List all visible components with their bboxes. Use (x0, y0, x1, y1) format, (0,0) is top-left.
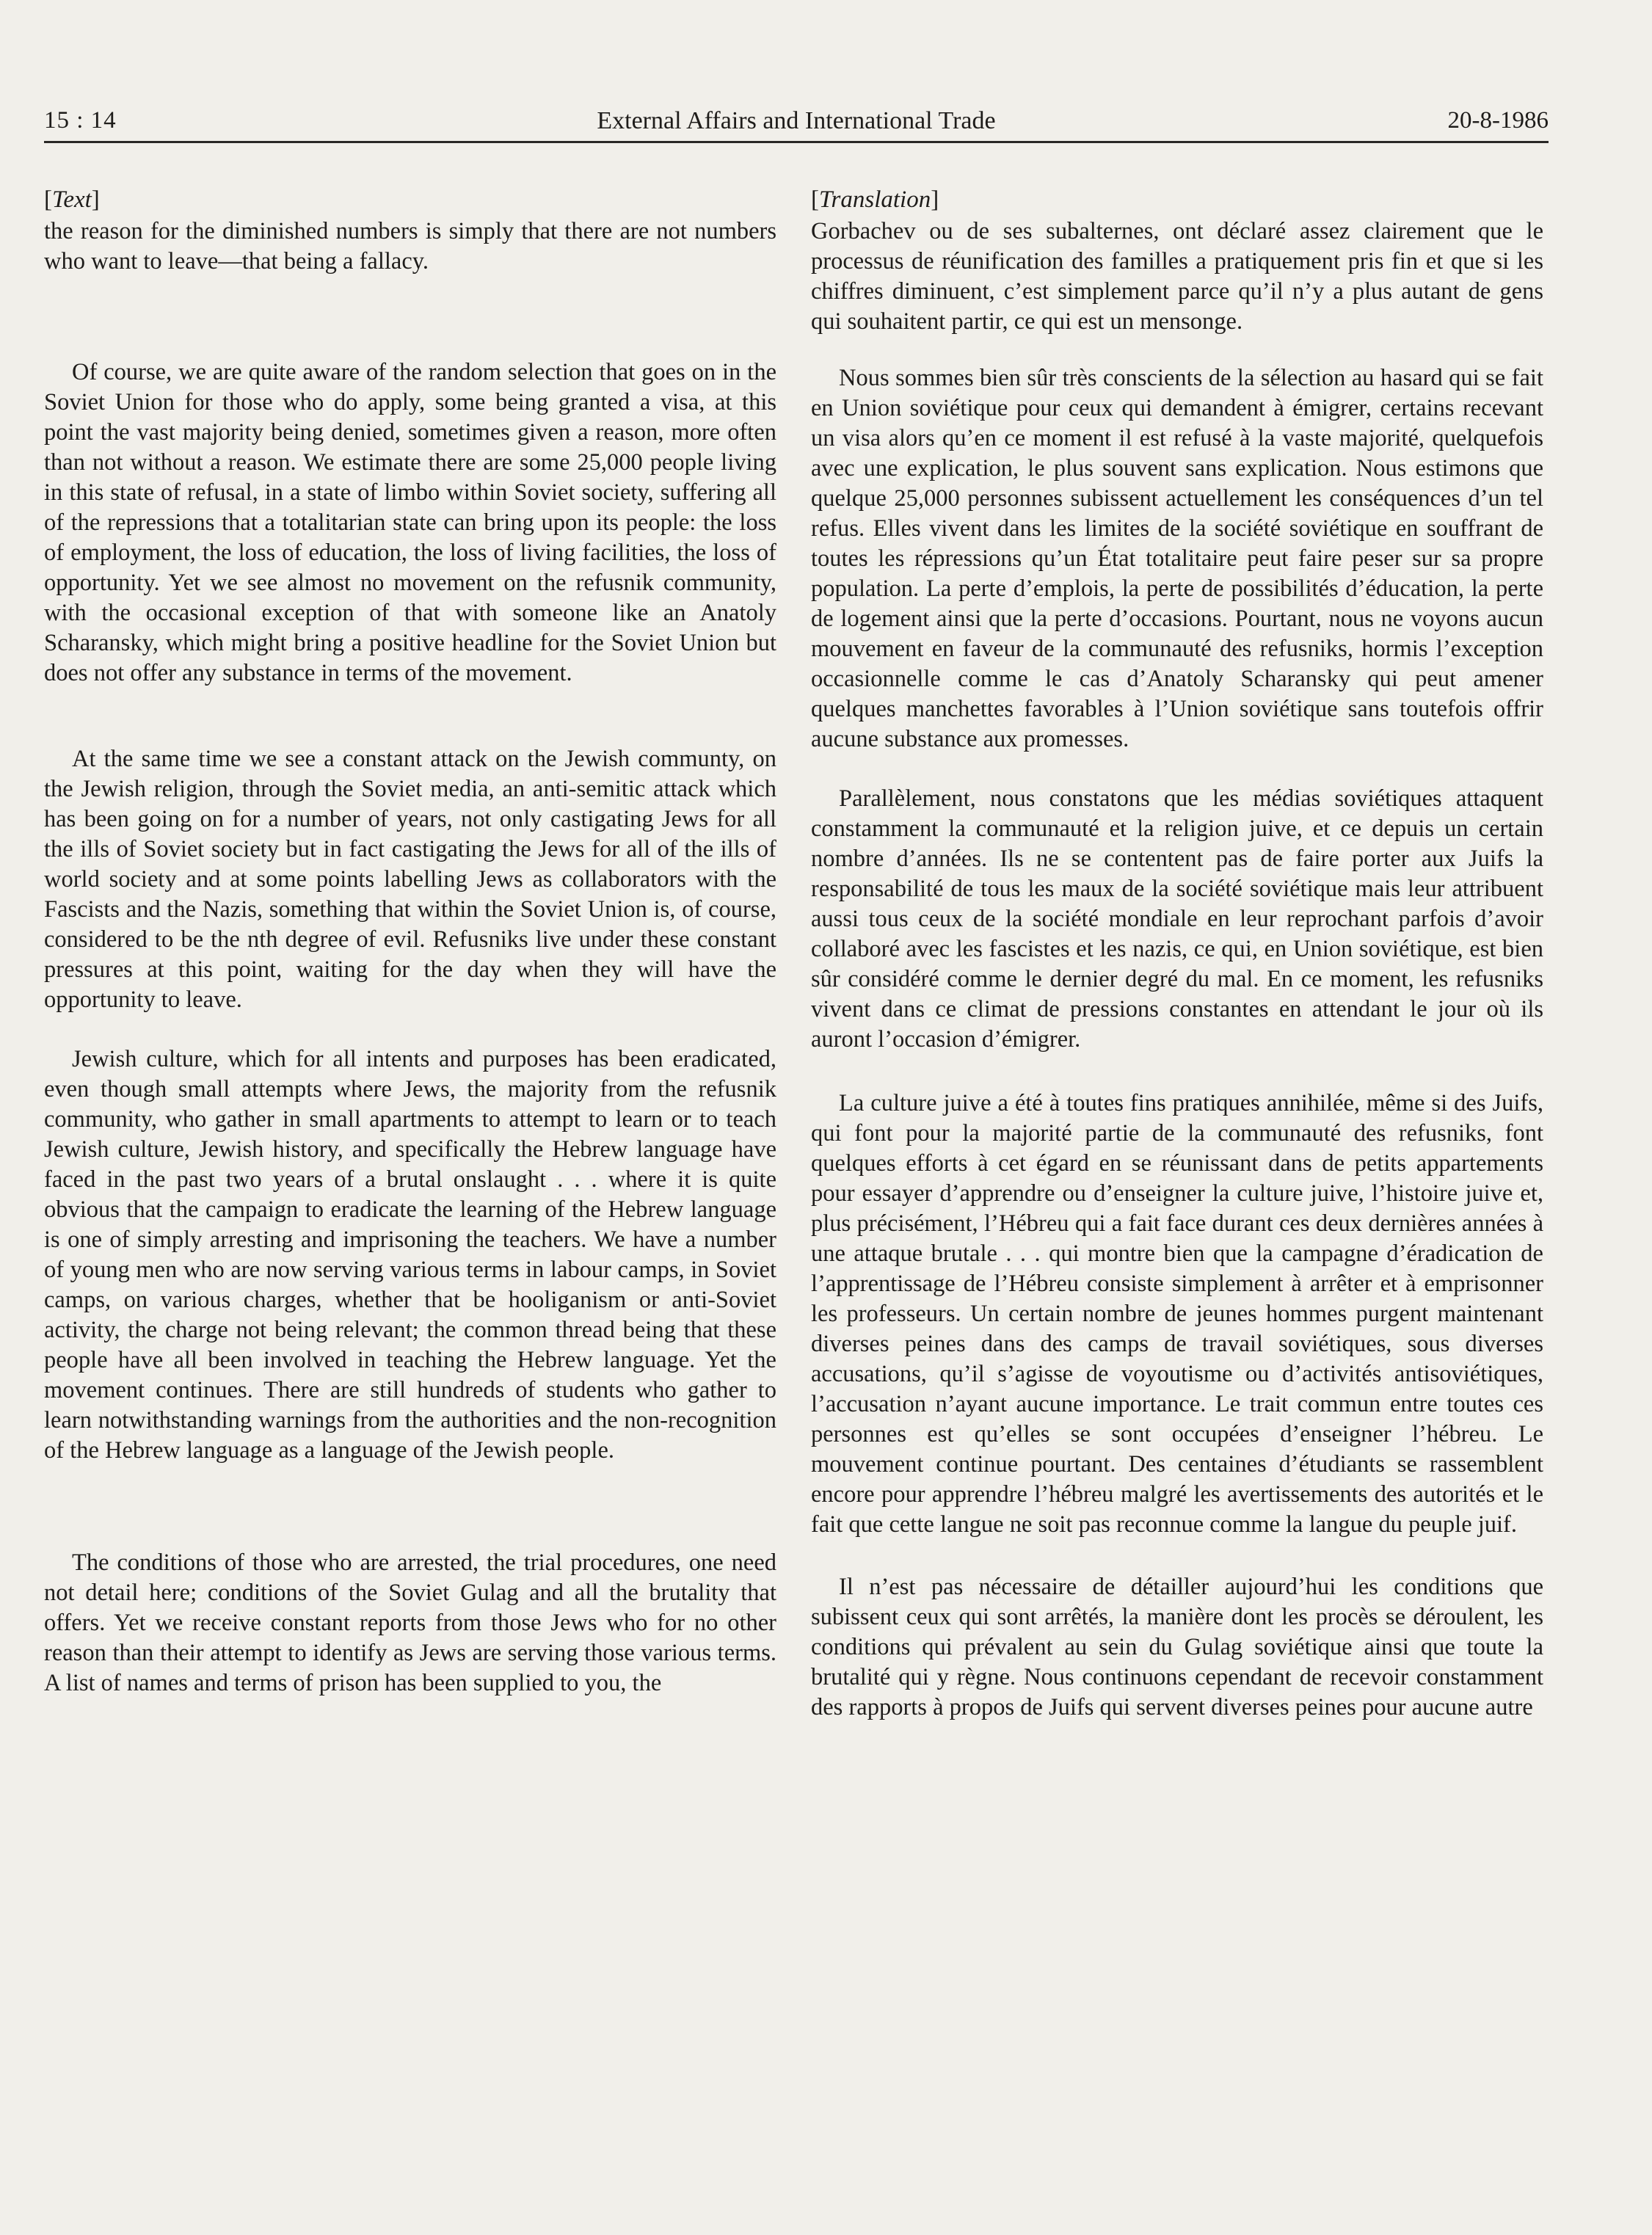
column-label-translation: [Translation] (811, 186, 939, 213)
french-column (811, 185, 1543, 1751)
column-label-text: [Text] (44, 186, 100, 213)
label-text: Text (52, 186, 92, 213)
paragraph: The conditions of those who are arrested, the trial procedures, one need not detail here; conditions of the Soviet Gulag and all the brutality that offers. Yet we receive constant reports from those Jews who for no other reason than their attempt to identify as Jews are serving those various terms. A list of names and terms of prison has been supplied to you, the (44, 1549, 776, 1696)
page-header (44, 103, 1549, 143)
running-title: External Affairs and International Trade (597, 107, 996, 134)
meeting-date: 20-8-1986 (1447, 107, 1549, 134)
paragraph: Nous sommes bien sûr très conscients de la sélection au hasard qui se fait en Union soviétique pour ceux qui demandent à émigrer, certains recevant un visa alors qu’en ce moment il est refusé à la vaste majorité, quelquefois avec une explication, le plus souvent sans explication. Nous estimons que quelque 25,000 personnes subissent actuellement les conséquences d’un tel refus. Elles vivent dans les limites de la société soviétique en souffrant de toutes les répressions qu’un État totalitaire peut faire peser sur sa propre population. La perte d’emplois, la perte de possibilités d’éducation, la perte de logement ainsi que la perte d’occasions. Pourtant, nous ne voyons aucun mouvement en faveur de la communauté des refusniks, hormis l’exception occasionnelle comme le cas d’Anatoly Scharansky qui peut amener quelques manchettes favorables à l’Union soviétique sans toutefois offrir aucune substance aux promesses. (811, 365, 1543, 752)
paragraph: At the same time we see a constant attack on the Jewish communty, on the Jewish religion, through the Soviet media, an anti-semitic attack which has been going on for a number of years, not only castigating Jews for all the ills of Soviet society but in fact castigating the Jews for all of the ills of world society and at some points labelling Jews as collaborators with the Fascists and the Nazis, something that within the Soviet Union is, of course, considered to be the nth degree of evil. Refusniks live under these constant pressures at this point, waiting for the day when they will have the opportunity to leave. (44, 746, 776, 1013)
paragraph: Jewish culture, which for all intents and purposes has been eradicated, even though small attempts where Jews, the majority from the refusnik community, who gather in small apartments to attempt to learn or to teach Jewish culture, Jewish history, and specifically the Hebrew language have faced in the past two years of a brutal onslaught . . . where it is quite obvious that the campaign to eradicate the learning of the Hebrew language is one of simply arresting and imprisoning the teachers. We have a number of young men who are now serving various terms in labour camps, in Soviet camps, on various charges, whether that be hooliganism or anti-Soviet activity, the charge not being relevant; the common thread being that these people have all been involved in teaching the Hebrew language. Yet the movement continues. There are still hundreds of students who gather to learn notwithstanding warnings from the authorities and the non-recognition of the Hebrew language as a language of the Jewish people. (44, 1046, 776, 1464)
paragraph: the reason for the diminished numbers is simply that there are not numbers who want to leave—that being a fallacy. (44, 218, 776, 275)
page-number: 15 : 14 (44, 107, 117, 134)
paragraph: Il n’est pas nécessaire de détailler aujourd’hui les conditions que subissent ceux qui sont arrêtés, la manière dont les procès se déroulent, les conditions qui prévalent au sein du Gulag soviétique ainsi que toute la brutalité qui y règne. Nous continuons cependant de recevoir constamment des rapports à propos de Juifs qui servent diverses peines pour aucune autre (811, 1574, 1543, 1720)
label-translation: Translation (819, 186, 931, 213)
english-column (44, 185, 776, 1729)
paragraph: La culture juive a été à toutes fins pratiques annihilée, même si des Juifs, qui font pour la majorité partie de la communauté des refusniks, font quelques efforts à cet égard en se réunissant dans de petits appartements pour essayer d’apprendre ou d’enseigner la culture juive, l’histoire juive et, plus précisément, l’Hébreu qui a fait face durant ces deux dernières années à une attaque brutale . . . qui montre bien que la campagne d’éradication de l’apprentissage de l’Hébreu consiste simplement à arrêter et à emprisonner les professeurs. Un certain nombre de jeunes hommes purgent maintenant diverses peines dans des camps de travail soviétiques, sous diverses accusations, qu’il s’agisse de voyoutisme ou d’activités antisoviétiques, l’accusation n’ayant aucune importance. Le trait commun entre toutes ces personnes est qu’elles se sont occupées d’enseigner l’hébreu. Le mouvement continue pourtant. Des centaines d’étudiants se rassemblent encore pour apprendre l’hébreu malgré les avertissements des autorités et le fait que cette langue ne soit pas reconnue comme la langue du peuple juif. (811, 1090, 1543, 1538)
paragraph: Gorbachev ou de ses subalternes, ont déclaré assez clairement que le processus de réunification des familles a pratiquement pris fin et que si les chiffres diminuent, c’est simplement parce qu’il n’y a plus autant de gens qui souhaitent partir, ce qui est un mensonge. (811, 218, 1543, 335)
paragraph: Of course, we are quite aware of the random selection that goes on in the Soviet Union for those who do apply, some being granted a visa, at this point the vast majority being denied, sometimes given a reason, more often than not without a reason. We estimate there are some 25,000 people living in this state of refusal, in a state of limbo within Soviet society, suffering all of the repressions that a totalitarian state can bring upon its people: the loss of employment, the loss of education, the loss of living facilities, the loss of opportunity. Yet we see almost no movement on the refusnik community, with the occasional exception of that with someone like an Anatoly Scharansky, which might bring a positive headline for the Soviet Union but does not offer any substance in terms of the movement. (44, 359, 776, 686)
paragraph: Parallèlement, nous constatons que les médias soviétiques attaquent constamment la communauté et la religion juive, et ce depuis un certain nombre d’années. Ils ne se contentent pas de faire porter aux Juifs la responsabilité de tous les maux de la société soviétique mais leur attribuent aussi tous ceux de la société mondiale en leur reprochant parfois d’avoir collaboré avec les fascistes et les nazis, ce qui, en Union soviétique, est bien sûr considéré comme le dernier degré du mal. En ce moment, les refusniks vivent dans ce climat de pressions constantes en attendant le jour où ils auront l’occasion d’émigrer. (811, 785, 1543, 1053)
